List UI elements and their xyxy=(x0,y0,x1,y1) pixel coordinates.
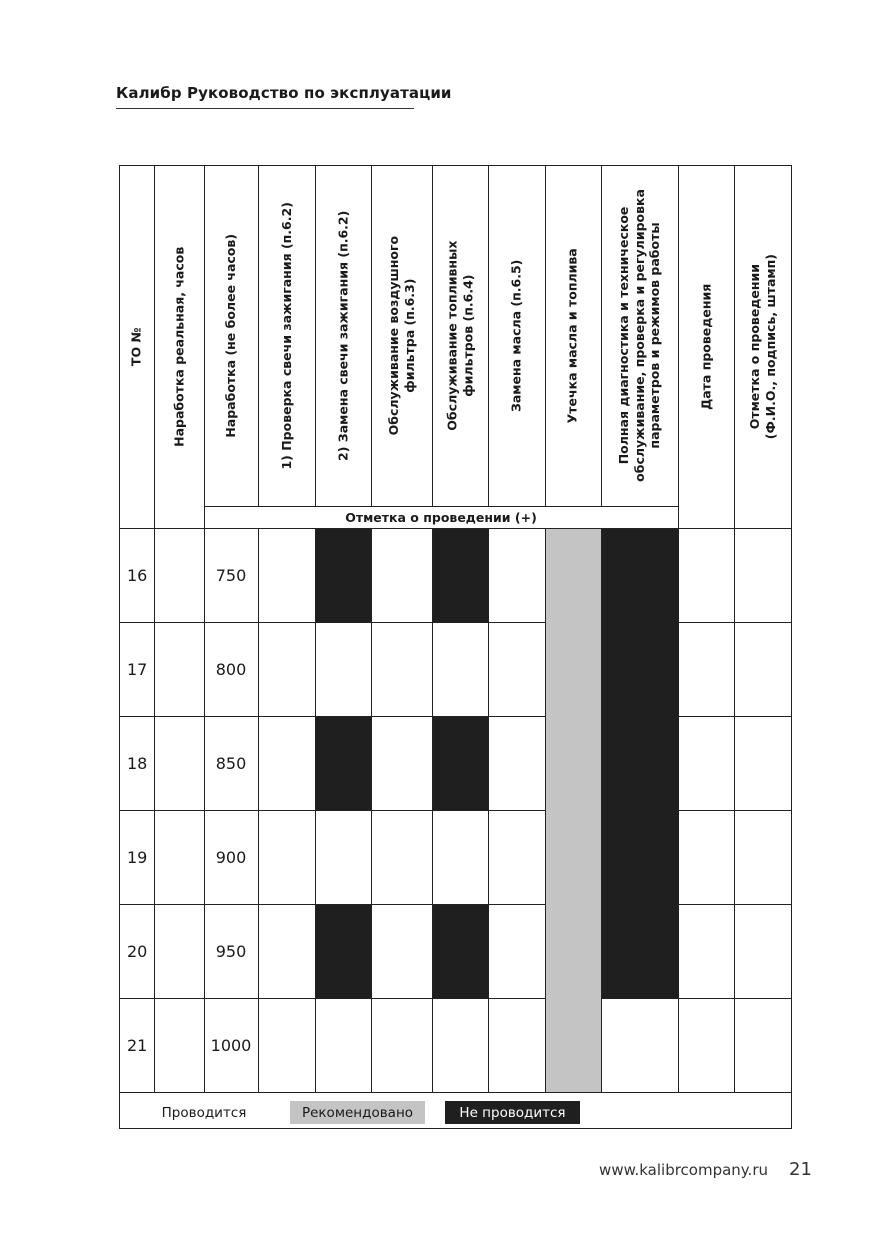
to-number: 17 xyxy=(127,659,148,679)
column-header xyxy=(601,165,678,506)
grid-line xyxy=(371,165,372,506)
status-cell-performed[interactable] xyxy=(371,810,432,904)
grid-line xyxy=(791,165,792,1129)
status-cell-performed[interactable] xyxy=(432,810,488,904)
column-header-label: Утечка масла и топлива xyxy=(565,247,581,424)
status-cell-not_performed[interactable] xyxy=(432,528,488,622)
grid-line xyxy=(601,528,602,1092)
status-cell-performed[interactable] xyxy=(258,998,315,1092)
grid-line xyxy=(119,1092,792,1093)
status-cell-not_performed[interactable] xyxy=(315,528,371,622)
grid-line xyxy=(432,165,433,506)
grid-line xyxy=(488,165,489,506)
grid-line xyxy=(119,165,792,166)
grid-line xyxy=(119,810,546,811)
grid-line xyxy=(119,622,546,623)
status-cell-performed[interactable] xyxy=(371,622,432,716)
status-cell-performed[interactable] xyxy=(258,810,315,904)
grid-line xyxy=(601,165,602,506)
grid-line xyxy=(678,998,792,999)
grid-line xyxy=(119,528,792,529)
status-cell-performed[interactable] xyxy=(488,810,545,904)
grid-line xyxy=(119,1128,792,1129)
status-cell-not_performed[interactable] xyxy=(432,904,488,998)
hours-limit: 800 xyxy=(215,659,247,679)
status-cell-not_performed[interactable] xyxy=(601,716,678,810)
grid-line xyxy=(258,165,259,506)
column-header xyxy=(678,165,734,528)
column-header-label: Отметка о проведении (Ф.И.О., подпись, штамп) xyxy=(746,253,778,440)
column-header-label: ТО № xyxy=(128,327,144,366)
status-cell-not_performed[interactable] xyxy=(601,904,678,998)
column-header-label: 1) Проверка свечи зажигания (п.6.2) xyxy=(278,201,294,470)
legend-recommended: Рекомендовано xyxy=(290,1101,425,1124)
column-header-label: Дата проведения xyxy=(698,283,714,410)
status-cell-performed[interactable] xyxy=(315,622,371,716)
column-header xyxy=(204,165,258,506)
column-header xyxy=(315,165,371,506)
grid-line xyxy=(545,165,546,506)
grid-line xyxy=(678,810,792,811)
subheader-note: Отметка о проведении (+) xyxy=(345,509,537,525)
grid-line xyxy=(204,165,205,1092)
column-header-label: Полная диагностика и техническое обслуживание, проверка и регулировка параметров и режимов работы xyxy=(616,189,663,482)
to-number: 19 xyxy=(127,847,148,867)
column-header xyxy=(488,165,545,506)
column-header xyxy=(258,165,315,506)
to-number: 20 xyxy=(127,941,148,961)
hours-limit: 850 xyxy=(215,753,247,773)
to-number: 16 xyxy=(127,565,148,585)
status-cell-not_performed[interactable] xyxy=(601,528,678,622)
status-cell-performed[interactable] xyxy=(488,528,545,622)
grid-line xyxy=(734,165,735,1092)
grid-line xyxy=(678,622,792,623)
status-cell-performed[interactable] xyxy=(371,528,432,622)
status-cell-not_performed[interactable] xyxy=(315,716,371,810)
column-header xyxy=(371,165,432,506)
status-cell-performed[interactable] xyxy=(488,716,545,810)
to-number: 21 xyxy=(127,1035,148,1055)
to-number: 18 xyxy=(127,753,148,773)
status-cell-not_performed[interactable] xyxy=(601,810,678,904)
legend-performed: Проводится xyxy=(161,1104,247,1121)
hours-limit: 750 xyxy=(215,565,247,585)
column-header-label: Наработка реальная, часов xyxy=(171,246,187,447)
legend-not-performed: Не проводится xyxy=(445,1101,580,1124)
status-cell-recommended[interactable] xyxy=(545,528,601,622)
page-number: 21 xyxy=(789,1159,812,1180)
status-cell-performed[interactable] xyxy=(371,904,432,998)
status-cell-performed[interactable] xyxy=(488,622,545,716)
hours-limit: 950 xyxy=(215,941,247,961)
grid-line xyxy=(678,165,679,1092)
status-cell-performed[interactable] xyxy=(432,622,488,716)
hours-limit: 1000 xyxy=(210,1035,252,1055)
column-header-label: Обслуживание топливных фильтров (п.6.4) xyxy=(444,240,476,431)
column-header xyxy=(734,165,791,528)
column-header xyxy=(119,165,154,528)
header-title: Калибр Руководство по эксплуатации xyxy=(116,84,452,102)
status-cell-not_performed[interactable] xyxy=(601,622,678,716)
status-cell-performed[interactable] xyxy=(432,998,488,1092)
status-cell-performed[interactable] xyxy=(258,622,315,716)
column-header-label: Обслуживание воздушного фильтра (п.6.3) xyxy=(385,235,417,436)
grid-line xyxy=(678,904,792,905)
grid-line xyxy=(119,165,120,1128)
status-cell-performed[interactable] xyxy=(488,904,545,998)
status-cell-performed[interactable] xyxy=(315,810,371,904)
status-cell-recommended[interactable] xyxy=(545,716,601,810)
status-cell-not_performed[interactable] xyxy=(432,716,488,810)
status-cell-performed[interactable] xyxy=(488,998,545,1092)
status-cell-not_performed[interactable] xyxy=(315,904,371,998)
grid-line xyxy=(119,716,546,717)
grid-line xyxy=(315,165,316,506)
footer-url[interactable]: www.kalibrcompany.ru xyxy=(599,1161,768,1179)
status-cell-recommended[interactable] xyxy=(545,904,601,998)
status-cell-performed[interactable] xyxy=(258,716,315,810)
column-header xyxy=(545,165,601,506)
grid-line xyxy=(601,998,679,999)
column-header xyxy=(154,165,204,528)
status-cell-performed[interactable] xyxy=(258,904,315,998)
status-cell-performed[interactable] xyxy=(371,716,432,810)
column-header-label: Замена масла (п.6.5) xyxy=(508,259,524,412)
grid-line xyxy=(204,506,679,507)
status-cell-performed[interactable] xyxy=(315,998,371,1092)
status-cell-recommended[interactable] xyxy=(545,810,601,904)
hours-limit: 900 xyxy=(215,847,247,867)
status-cell-recommended[interactable] xyxy=(545,622,601,716)
status-cell-performed[interactable] xyxy=(371,998,432,1092)
status-cell-performed[interactable] xyxy=(601,998,678,1092)
grid-line xyxy=(119,998,546,999)
column-header-label: Наработка (не более часов) xyxy=(223,233,239,438)
column-header xyxy=(432,165,488,506)
grid-line xyxy=(119,904,546,905)
grid-line xyxy=(154,165,155,1092)
column-header-label: 2) Замена свечи зажигания (п.6.2) xyxy=(335,210,351,461)
status-cell-performed[interactable] xyxy=(258,528,315,622)
status-cell-recommended[interactable] xyxy=(545,998,601,1092)
grid-line xyxy=(678,716,792,717)
